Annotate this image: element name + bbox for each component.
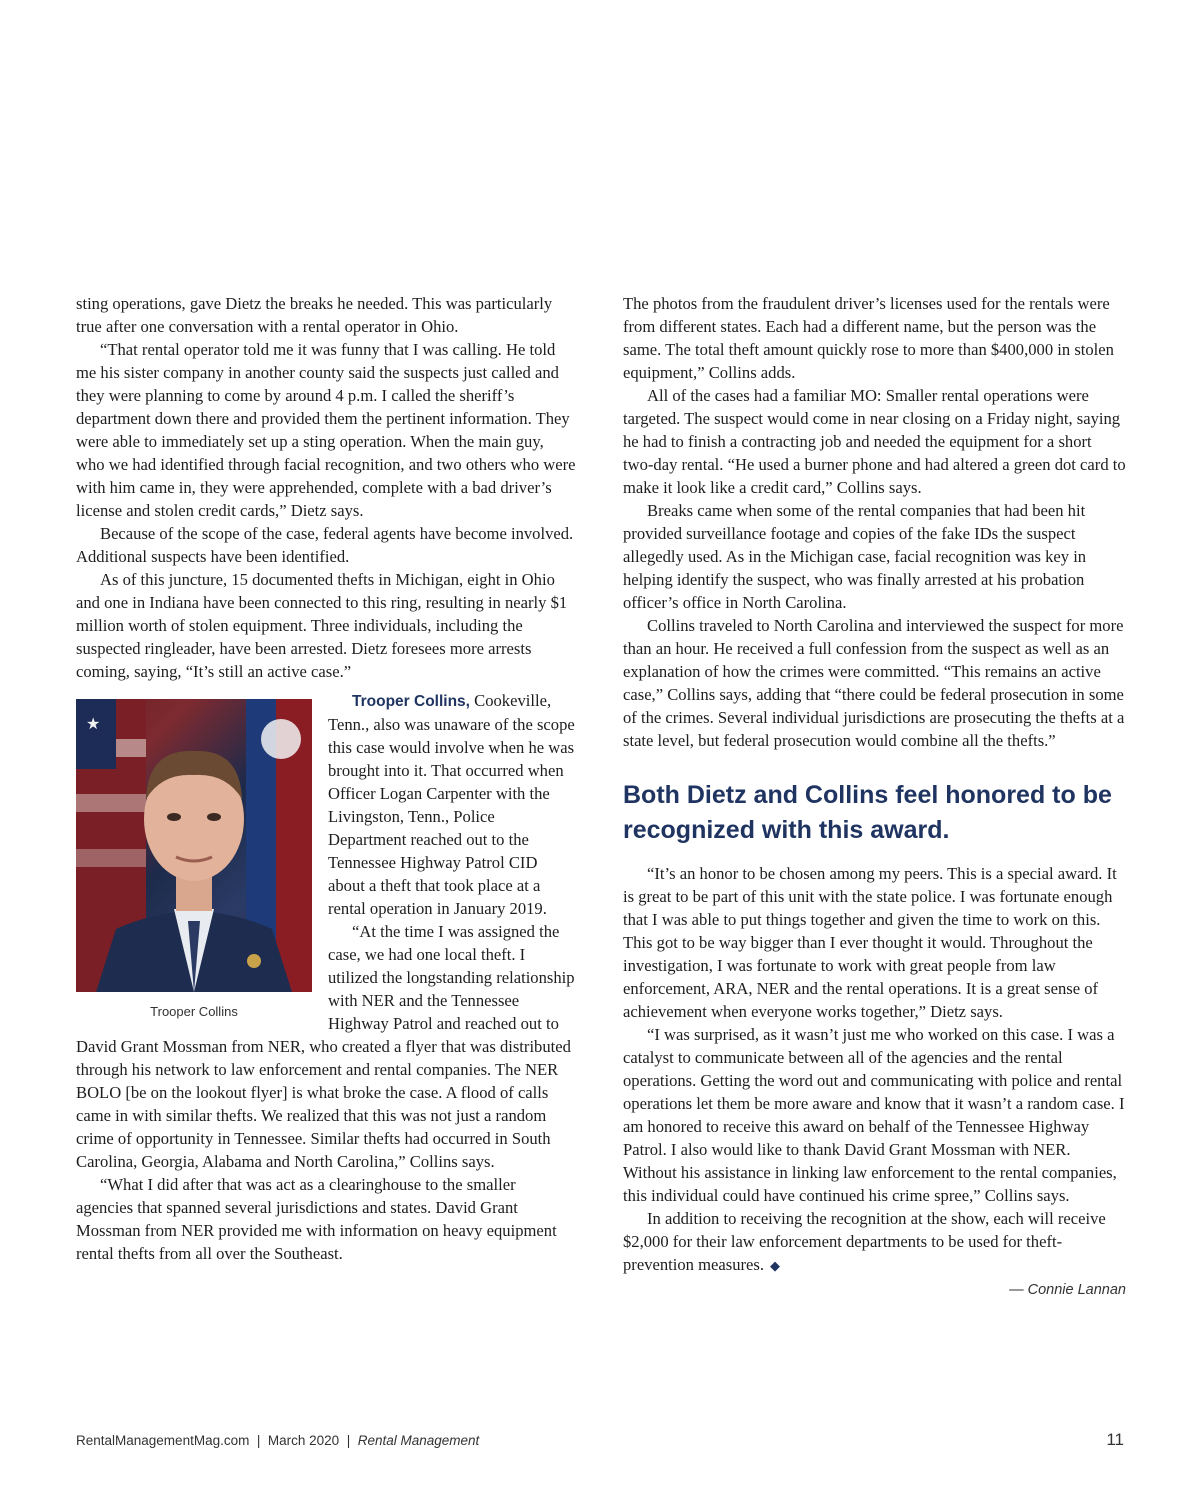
footer-separator: | [346, 1433, 351, 1448]
paragraph: “I was surprised, as it wasn’t just me who worked on this case. I was a catalyst to communicate between all of the agencies and the rental operations. Getting the word out and communicating with police and rental operations let them be more aware and know that it wasn’t a random case. I am honored to receive this award on behalf of the Tennessee Highway Patrol. I also would like to thank David Grant Mossman with NER. Without his assistance in linking law enforcement to the rental companies, this individual could have continued his crime spree,” Collins says. [623, 1025, 1125, 1205]
paragraph: “That rental operator told me it was funny that I was calling. He told me his sister company in another county said the suspects just called and they were planning to come by around 4 p.m. I called the sheriff’s department down there and provided them the pertinent information. They were able to immediately set up a sting operation. When the main guy, who we had identified through facial recognition, and two others who were with him came in, they were apprehended, complete with a bad driver’s license and stolen credit cards,” Dietz says. [76, 340, 576, 520]
photo-figure [76, 699, 312, 1023]
lead-name: Trooper Collins, [352, 693, 470, 710]
paragraph: Collins traveled to North Carolina and interviewed the suspect for more than an hour. He received a full confession from the suspect as well as an explanation of how the crimes were committed. “This remains an active case,” Collins says, adding that “there could be federal prosecution in some of the crimes. Several individual jurisdictions are prosecuting the thefts at a state level, but federal prosecution would combine all the thefts.” [623, 616, 1125, 750]
paragraph: “It’s an honor to be chosen among my peers. This is a special award. It is great to be part of this unit with the state police. I was fortunate enough that I was able to put things together and given the time to work on this. This got to be way bigger than I ever thought it would. Throughout the investigation, I was fortunate to work with great people from law enforcement, ARA, NER and the rental operations. It is a great sense of achievement when everyone works together,” Dietz says. [623, 864, 1117, 1021]
left-column [76, 292, 576, 1265]
paragraph: Because of the scope of the case, federal agents have become involved. Additional suspects have been identified. [76, 524, 574, 566]
author-byline: — Connie Lannan [1009, 1282, 1126, 1298]
diamond-end-icon: ◆ [770, 1258, 780, 1273]
trooper-collins-photo [76, 699, 312, 992]
paragraph: All of the cases had a familiar MO: Smaller rental operations were targeted. The suspect would come in near closing on a Friday night, saying he had to finish a contracting job and needed the equipment for a short two-day rental. “He used a burner phone and had altered a green dot card to make it look like a credit card,” Collins says. [623, 386, 1126, 497]
portrait-illustration [76, 699, 312, 992]
paragraph: Breaks came when some of the rental companies that had been hit provided surveillance footage and copies of the fake IDs the suspect allegedly used. As in the Michigan case, facial recognition was key in helping identify the suspect, who was finally arrested at his probation officer’s office in North Carolina. [623, 501, 1087, 612]
footer-publication: Rental Management [357, 1433, 480, 1448]
paragraph [623, 1207, 1126, 1277]
photo-caption: Trooper Collins [150, 1004, 238, 1019]
paragraph: “At the time I was assigned the case, we had one local theft. I utilized the longstanding relationship with NER and the Tennessee Highway Patrol and reached out to David Grant Mossman from NER, who created a flyer that was distributed through his network to law enforcement and rental companies. The NER BOLO [be on the lookout flyer] is what broke the case. A flood of calls came in with similar thefts. We realized that this was not just a random crime of opportunity in Tennessee. Similar thefts had occurred in South Carolina, Georgia, Alabama and North Carolina,” Collins says. [76, 922, 575, 1171]
paragraph: As of this juncture, 15 documented thefts in Michigan, eight in Ohio and one in Indiana have been connected to this ring, resulting in nearly $1 million worth of stolen equipment. Three individuals, including the suspected ringleader, have been arrested. Dietz foresees more arrests coming, saying, “It’s still an active case.” [76, 570, 568, 681]
svg-text:★: ★ [86, 716, 101, 733]
right-column [623, 292, 1126, 1302]
page-number: 11 [1106, 1430, 1124, 1449]
footer-date: March 2020 [267, 1433, 340, 1448]
footer-separator: | [256, 1433, 261, 1448]
paragraph-text: In addition to receiving the recognition at the show, each will receive $2,000 for their law enforcement departments to be used for theft-prevention measures. [623, 1209, 1106, 1274]
paragraph-text: Cookeville, Tenn., also was unaware of the scope this case would involve when he was brought into it. That occurred when Officer Logan Carpenter with the Livingston, Tenn., Police Department reached out to the Tennessee Highway Patrol CID about a theft that took place at a rental operation in January 2019. [328, 691, 575, 918]
page-footer [76, 1433, 479, 1448]
paragraph: sting operations, gave Dietz the breaks he needed. This was particularly true after one conversation with a rental operator in Ohio. [76, 294, 553, 336]
subheading: Both Dietz and Collins feel honored to be recognized with this award. [623, 781, 1112, 844]
footer-site: RentalManagementMag.com [76, 1433, 250, 1448]
paragraph: “What I did after that was act as a clearinghouse to the smaller agencies that spanned several jurisdictions and states. David Grant Mossman from NER provided me with information on heavy equipment rental thefts from all over the Southeast. [76, 1175, 557, 1263]
paragraph: The photos from the fraudulent driver’s licenses used for the rentals were from different states. Each had a different name, but the person was the same. The total theft amount quickly rose to more than $400,000 in stolen equipment,” Collins adds. [623, 294, 1114, 382]
